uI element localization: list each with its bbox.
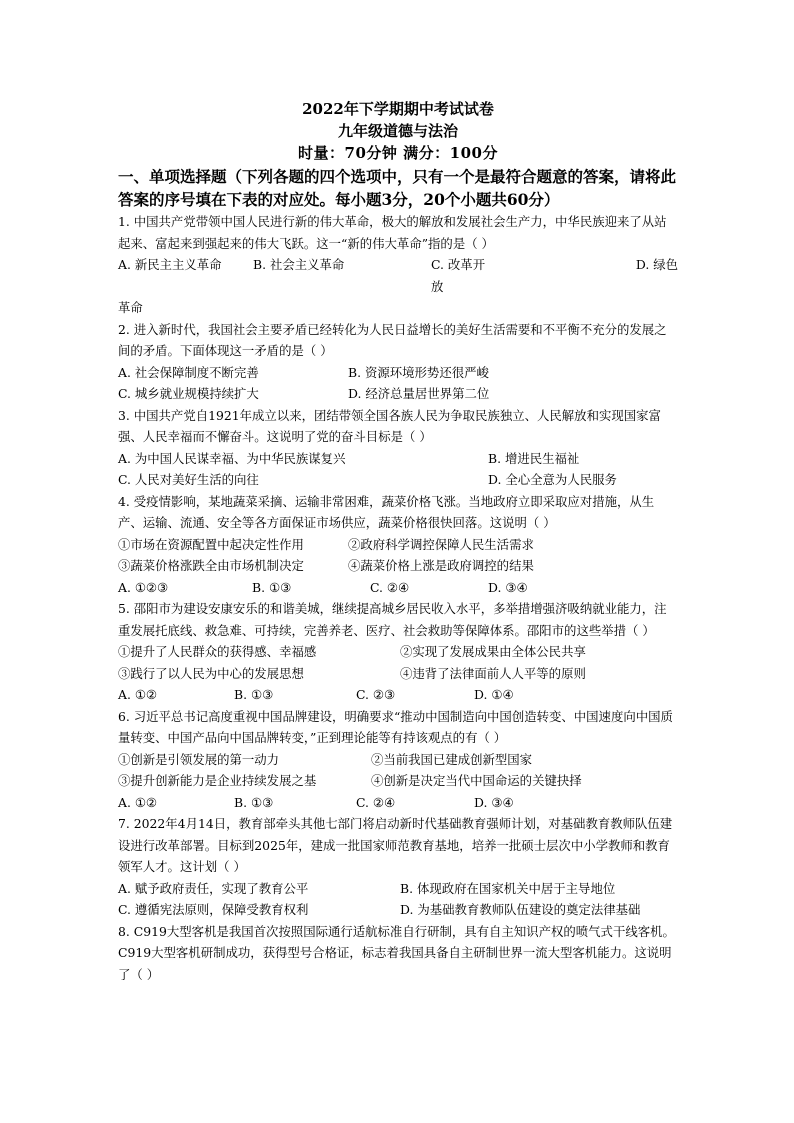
option-d: D. 经济总量居世界第二位 — [348, 386, 490, 401]
option-a: A. 赋予政府责任，实现了教育公平 — [118, 880, 309, 896]
statement-3: ③提升创新能力是企业持续发展之基 — [118, 773, 317, 788]
option-d: D. ③④ — [474, 794, 514, 810]
option-b: B. 增进民生福祉 — [488, 450, 580, 466]
question-7: 7. 2022年4月14日，教育部牵头其他七部门将启动新时代基础教育强师计划，对基础教育教师队伍建设进行改革部署。目标到2025年，建成一批国家师范教育基地，培养一批硕士层次中小学教师和教育领军人才。这计划（ ） — [118, 816, 673, 874]
statement-4: ④违背了法律面前人人平等的原则 — [400, 665, 586, 681]
option-d: D. ①④ — [474, 687, 514, 702]
question-3-options — [118, 448, 678, 491]
exam-subject: 九年级道德与法治 — [337, 122, 458, 140]
statement-3: ③蔬菜价格涨跌全由市场机制决定 — [118, 558, 304, 573]
option-d-continued: 革命 — [118, 300, 143, 315]
statement-3: ③践行了以人民为中心的发展思想 — [118, 665, 304, 681]
question-1: 1. 中国共产党带领中国人民进行新的伟大革命，极大的解放和发展社会生产力，中华民族迎来了从站起来、富起来到强起来的伟大飞跃。这一“新的伟大革命”指的是（ ） — [118, 214, 667, 251]
question-4: 4. 受疫情影响，某地蔬菜采摘、运输非常困难，蔬菜价格飞涨。当地政府立即采取应对措施，从生产、运输、流通、安全等各方面保证市场供应，蔬菜价格很快回落。这说明（ ） — [118, 493, 655, 530]
option-d: D. ③④ — [488, 579, 528, 595]
option-b: B. ①③ — [234, 794, 274, 810]
question-3: 3. 中国共产党自1921年成立以来，团结带领全国各族人民为争取民族独立、人民解放和实现国家富强、人民幸福而不懈奋斗。这说明了党的奋斗目标是（ ） — [118, 407, 661, 444]
option-b: B. 体现政府在国家机关中居于主导地位 — [400, 880, 616, 896]
question-6-statements — [118, 749, 678, 792]
option-a: A. 新民主主义革命 — [118, 257, 222, 272]
option-c: C. 人民对美好生活的向往 — [118, 472, 259, 487]
question-5-statements — [118, 641, 678, 684]
exam-time-score: 时量：70分钟 满分：100分 — [298, 144, 498, 162]
option-d: D. 绿色 — [635, 257, 678, 272]
option-b: B. 社会主义革命 — [253, 257, 345, 272]
question-4-statements — [118, 534, 678, 577]
question-6: 6. 习近平总书记高度重视中国品牌建设，明确要求“推动中国制造向中国创造转变、中国速度向中国质量转变、中国产品向中国品牌转变，”正到理论能等有持该观点的有（ ） — [118, 708, 673, 745]
option-c: C. ②④ — [356, 794, 396, 810]
exam-title: 2022年下学期期中考试试卷 — [302, 100, 494, 118]
question-2-options — [118, 362, 678, 405]
question-6-options — [118, 792, 678, 814]
statement-4: ④创新是决定当代中国命运的关键抉择 — [371, 773, 582, 788]
option-b: B. ①③ — [252, 579, 292, 595]
option-c: C. 遵循宪法原则，保障受教育权利 — [118, 902, 309, 917]
statement-2: ②实现了发展成果由全体公民共享 — [400, 644, 586, 659]
question-8: 8. C919大型客机是我国首次按照国际通行适航标准自行研制，具有自主知识产权的喷气式干线客机。C919大型客机研制成功，获得型号合格证，标志着我国具备自主研制世界一流大型客机能力。这说明了（ ） — [118, 923, 675, 982]
question-5: 5. 邵阳市为建设安康安乐的和谐美城，继续提高城乡居民收入水平，多举措增强济吸纳就业能力，注重发展托底线、救急难、可持续，完善养老、医疗、社会救助等保障体系。邵阳市的这些举措（ ） — [118, 601, 667, 638]
exam-page — [118, 98, 678, 985]
statement-1: ①创新是引领发展的第一动力 — [118, 751, 280, 767]
question-7-options — [118, 878, 678, 921]
option-c: C. ②④ — [370, 579, 410, 595]
option-c: C. ②③ — [356, 687, 396, 702]
option-c: C. 改革开放 — [431, 257, 486, 294]
question-4-options — [118, 577, 678, 599]
option-a: A. 社会保障制度不断完善 — [118, 364, 259, 380]
question-5-options — [118, 684, 678, 706]
question-1-options — [118, 254, 678, 297]
option-d: D. 全心全意为人民服务 — [488, 472, 617, 487]
option-b: B. 资源环境形势还很严峻 — [348, 364, 489, 380]
option-c: C. 城乡就业规模持续扩大 — [118, 386, 259, 401]
option-d: D. 为基础教育教师队伍建设的奠定法律基础 — [400, 902, 641, 917]
statement-2: ②政府科学调控保障人民生活需求 — [348, 536, 534, 552]
section-heading: 一、单项选择题（下列各题的四个选项中，只有一个是最符合题意的答案，请将此答案的序号填在下表的对应处。每小题3分，20个小题共60分） — [118, 167, 677, 209]
statement-2: ②当前我国已建成创新型国家 — [371, 751, 533, 767]
statement-1: ①提升了人民群众的获得感、幸福感 — [118, 644, 317, 659]
option-a: A. 为中国人民谋幸福、为中华民族谋复兴 — [118, 450, 346, 466]
option-b: B. ①③ — [234, 687, 274, 702]
option-a: A. ①② — [118, 687, 158, 702]
statement-4: ④蔬菜价格上涨是政府调控的结果 — [348, 558, 534, 573]
option-a: A. ①② — [118, 794, 158, 810]
statement-1: ①市场在资源配置中起决定性作用 — [118, 536, 304, 552]
question-2: 2. 进入新时代，我国社会主要矛盾已经转化为人民日益增长的美好生活需要和不平衡不充分的发展之间的矛盾。下面体现这一矛盾的是（ ） — [118, 321, 667, 358]
option-a: A. ①②③ — [118, 579, 169, 595]
